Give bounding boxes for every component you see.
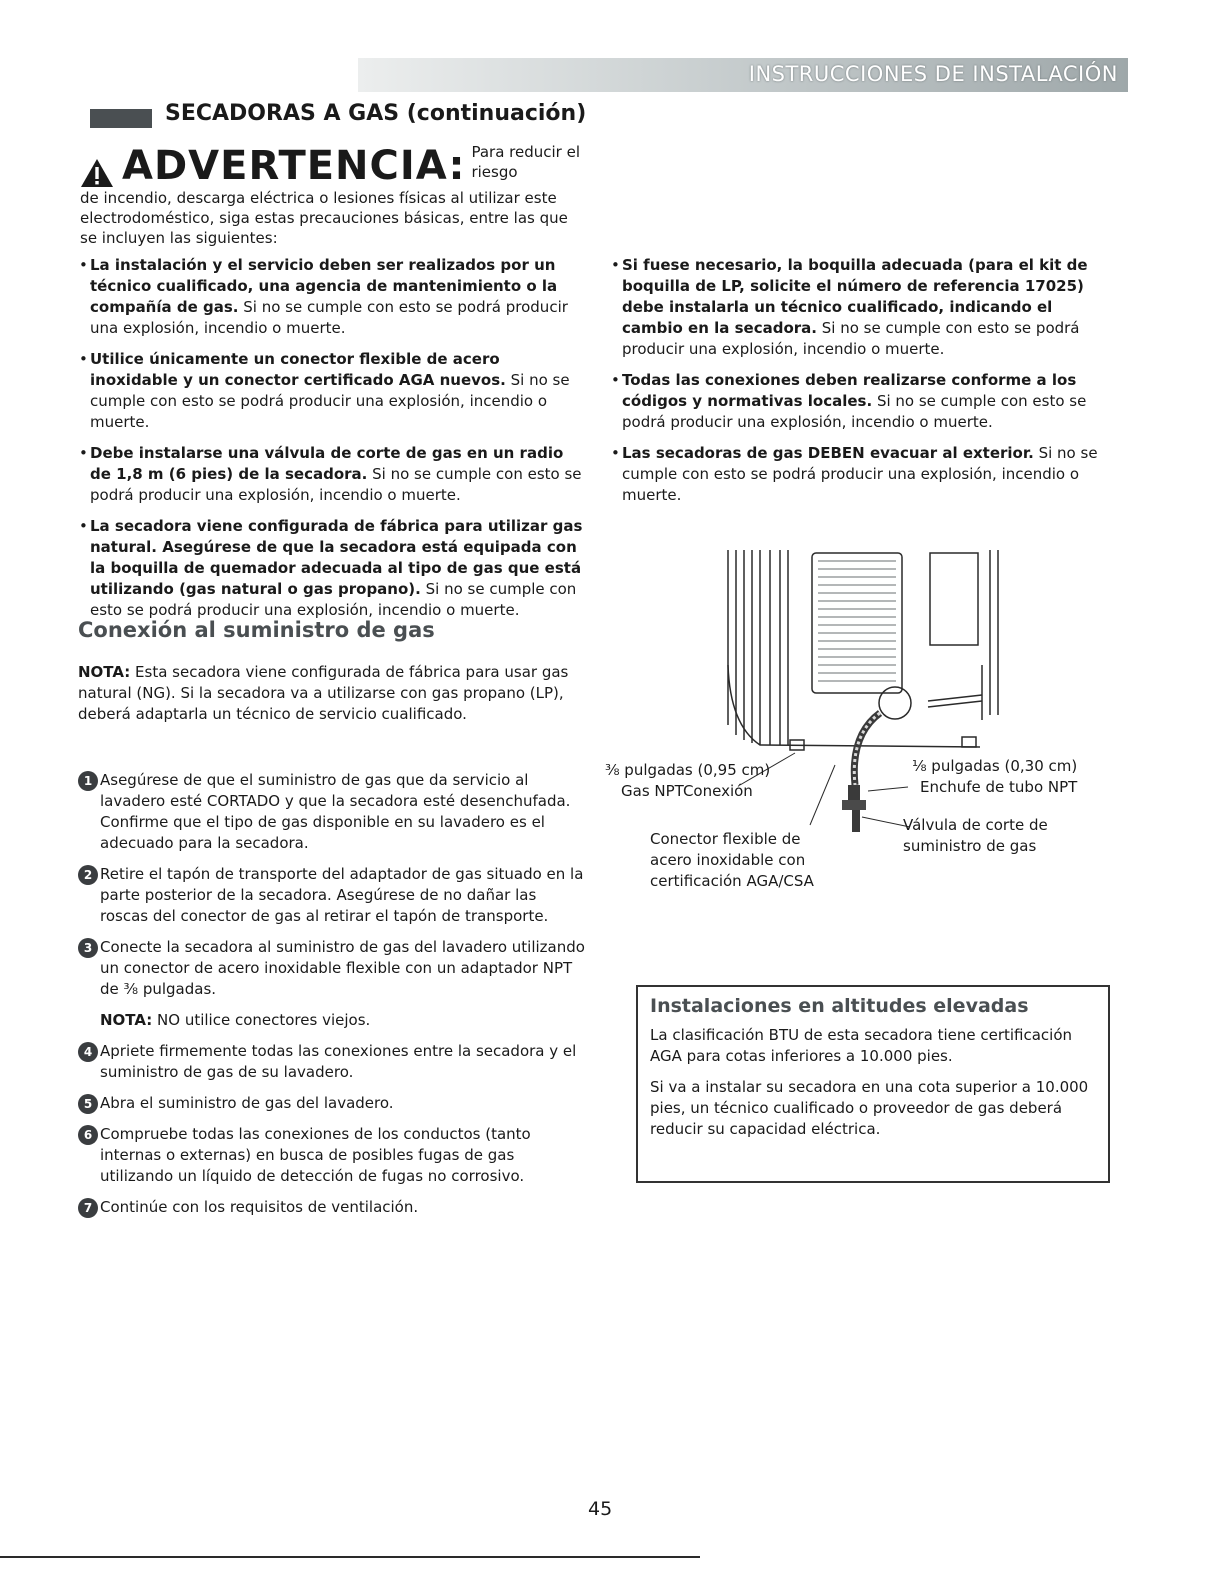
step-number-icon: 4: [78, 1042, 98, 1062]
list-item: • Si fuese necesario, la boquilla adecuada (para el kit de boquilla de LP, solicite el número de referencia 17025) debe instalarla un técnico cualificado, indicando el cambio en la secadora. Si no se cumple con esto se podrá producir una explosión, incendio o muerte.: [612, 255, 1112, 360]
section-marker: [90, 109, 152, 128]
right-bullet-list: [612, 255, 1112, 506]
step-number-icon: 5: [78, 1094, 98, 1114]
altitude-info-box: [636, 985, 1110, 1183]
step-number-icon: 1: [78, 771, 98, 791]
step-1: 1 Asegúrese de que el suministro de gas que da servicio al lavadero esté CORTADO y que la secadora esté desenchufada. Confirme que el tipo de gas disponible en su lavadero es el adecuado para la secadora.: [78, 770, 586, 854]
header-banner: [358, 58, 1128, 92]
list-item: • La instalación y el servicio deben ser realizados por un técnico cualificado, una agencia de mantenimiento o la compañía de gas. Si no se cumple con esto se podrá producir una explosión, incendio o muerte.: [80, 255, 585, 339]
installation-steps: [78, 770, 586, 1228]
step-7: 7 Continúe con los requisitos de ventilación.: [78, 1197, 586, 1218]
list-item: • Todas las conexiones deben realizarse conforme a los códigos y normativas locales. Si no se cumple con esto se podrá producir una explosión, incendio o muerte.: [612, 370, 1112, 433]
gas-connection-note: NOTA: Esta secadora viene configurada de fábrica para usar gas natural (NG). Si la secadora va a utilizarse con gas propano (LP), deberá adaptarla un técnico de servicio cualificado.: [78, 663, 569, 723]
page-number: 45: [588, 1498, 613, 1520]
step-number-icon: 2: [78, 865, 98, 885]
list-item: • La secadora viene configurada de fábrica para utilizar gas natural. Asegúrese de que la secadora está equipada con la boquilla de quemador adecuada al tipo de gas que está utilizando (gas natural o gas propano). Si no se cumple con esto se podrá producir una explosión, incendio o muerte.: [80, 516, 585, 621]
right-column: [612, 255, 1112, 516]
step-number-icon: 7: [78, 1198, 98, 1218]
warning-heading: [80, 142, 580, 188]
warning-triangle-icon: [80, 158, 114, 188]
step-3-note: NOTA: NO utilice conectores viejos.: [100, 1011, 371, 1029]
section-title: SECADORAS A GAS (continuación): [165, 101, 587, 126]
label-npt-connection: ⅜ pulgadas (0,95 cm) Gas NPTConexión: [605, 761, 771, 800]
label-flex-connector: Conector flexible de acero inoxidable con certificación AGA/CSA: [650, 830, 814, 890]
label-pipe-plug: ⅛ pulgadas (0,30 cm) Enchufe de tubo NPT: [912, 757, 1078, 796]
step-5: 5 Abra el suministro de gas del lavadero.: [78, 1093, 586, 1114]
gas-connection-title: Conexión al suministro de gas: [78, 618, 435, 642]
bottom-rule: [0, 1556, 700, 1558]
label-shutoff-valve: Válvula de corte de suministro de gas: [903, 816, 1048, 855]
list-item: • Las secadoras de gas DEBEN evacuar al exterior. Si no se cumple con esto se podrá producir una explosión, incendio o muerte.: [612, 443, 1112, 506]
altitude-title: Instalaciones en altitudes elevadas: [650, 995, 1029, 1017]
left-bullet-list: [80, 255, 585, 621]
warning-lead: Para reducir el riesgo: [471, 143, 580, 181]
warning-block: [80, 142, 580, 248]
step-number-icon: 6: [78, 1125, 98, 1145]
step-2: 2 Retire el tapón de transporte del adaptador de gas situado en la parte posterior de la secadora. Asegúrese de no dañar las roscas del conector de gas al retirar el tapón de transporte.: [78, 864, 586, 927]
list-item: • Debe instalarse una válvula de corte de gas en un radio de 1,8 m (6 pies) de la secadora. Si no se cumple con esto se podrá producir una explosión, incendio o muerte.: [80, 443, 585, 506]
step-6: 6 Compruebe todas las conexiones de los conductos (tanto internas o externas) en busca de posibles fugas de gas utilizando un líquido de detección de fugas no corrosivo.: [78, 1124, 586, 1187]
altitude-paragraph-2: Si va a instalar su secadora en una cota superior a 10.000 pies, un técnico cualificado o proveedor de gas deberá reducir su capacidad eléctrica.: [650, 1078, 1089, 1138]
step-4: 4 Apriete firmemente todas las conexiones entre la secadora y el suministro de gas de su lavadero.: [78, 1041, 586, 1083]
banner-title: INSTRUCCIONES DE INSTALACIÓN: [748, 62, 1118, 86]
warning-text: de incendio, descarga eléctrica o lesiones físicas al utilizar este electrodoméstico, siga estas precauciones básicas, entre las que se incluyen las siguientes:: [80, 189, 568, 247]
step-3: 3 Conecte la secadora al suministro de gas del lavadero utilizando un conector de acero inoxidable flexible con un adaptador NPT de ⅜ pulgadas.: [78, 937, 586, 1000]
warning-word: ADVERTENCIA:: [122, 143, 466, 189]
step-number-icon: 3: [78, 938, 98, 958]
left-column: [80, 255, 585, 631]
list-item: • Utilice únicamente un conector flexible de acero inoxidable y un conector certificado AGA nuevos. Si no se cumple con esto se podrá producir una explosión, incendio o muerte.: [80, 349, 585, 433]
altitude-paragraph-1: La clasificación BTU de esta secadora tiene certificación AGA para cotas inferiores a 10.000 pies.: [650, 1026, 1073, 1065]
